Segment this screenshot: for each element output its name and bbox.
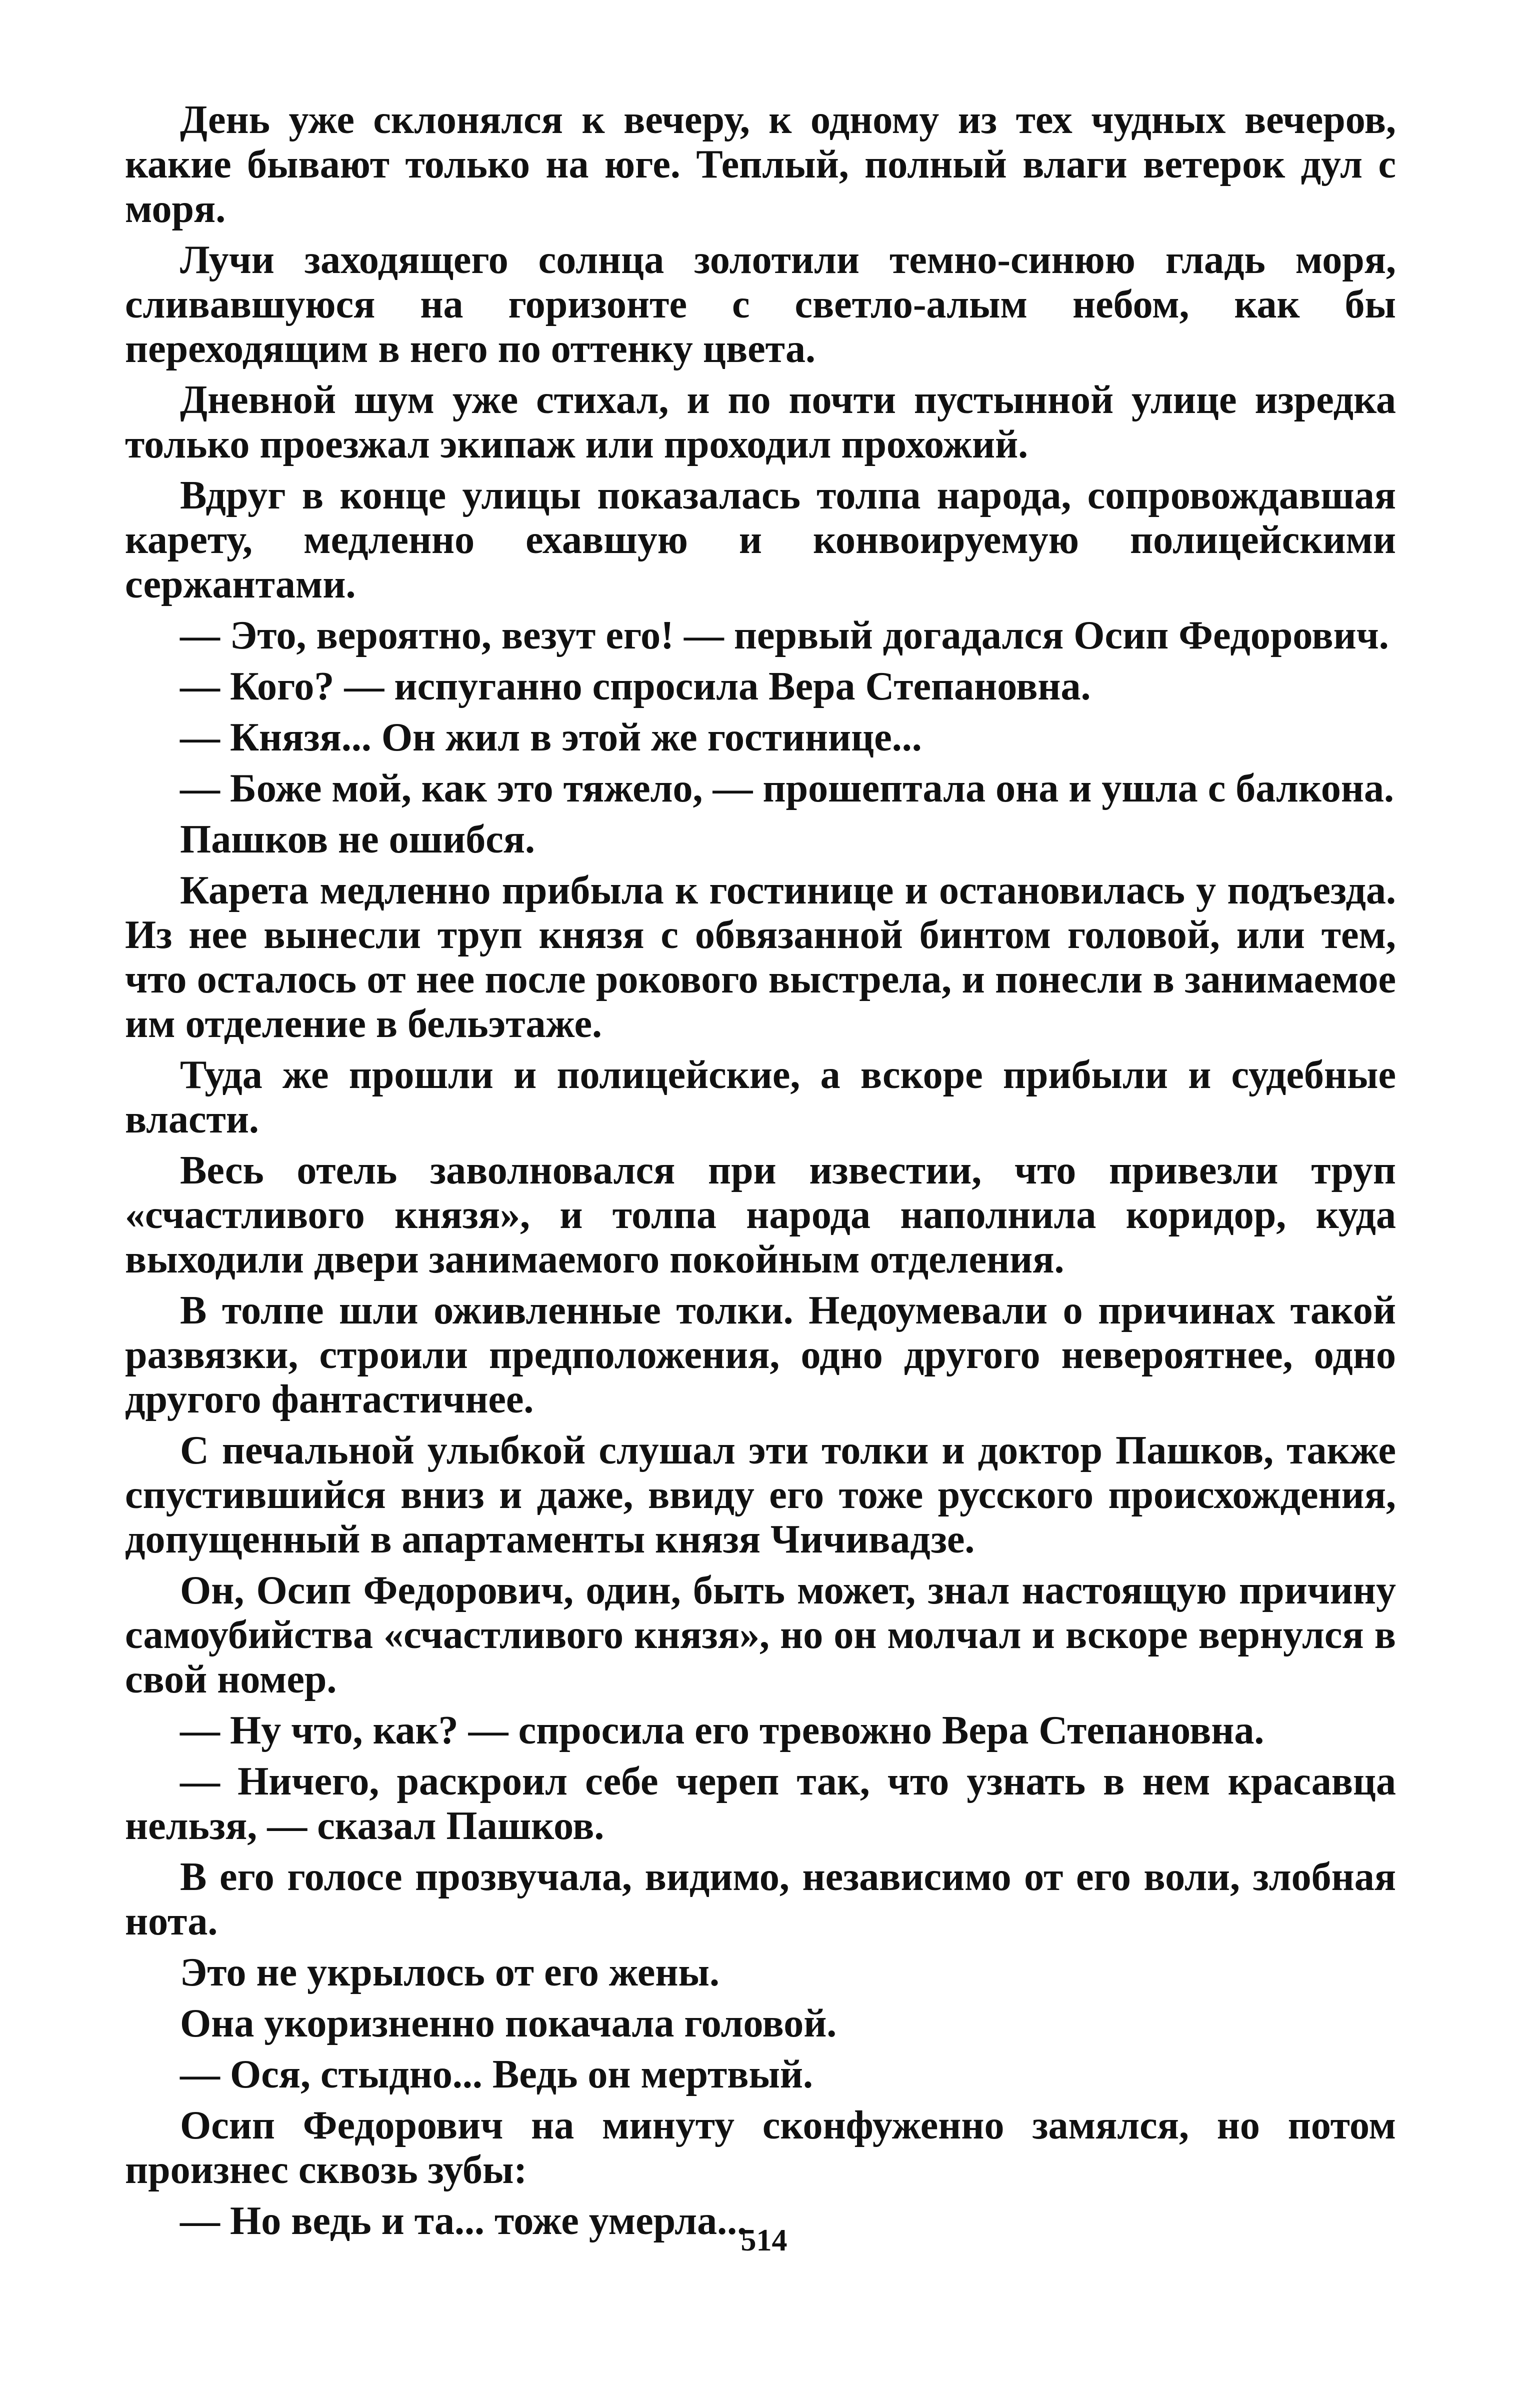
paragraph: Осип Федорович на минуту сконфуженно замялся, но потом произнес сквозь зубы: <box>125 2104 1396 2192</box>
paragraph: Весь отель заволновался при известии, что привезли труп «счастливого князя», и толпа народа наполнила коридор, куда выходили двери занимаемого покойным отделения. <box>125 1148 1396 1282</box>
paragraph: — Ничего, раскроил себе череп так, что узнать в нем красавца нельзя, — сказал Пашков. <box>125 1760 1396 1848</box>
paragraph: — Это, вероятно, везут его! — первый догадался Осип Федорович. <box>180 614 1389 658</box>
paragraph: В толпе шли оживленные толки. Недоумевали о причинах такой развязки, строили предположения, одно другого невероятнее, одно другого фантастичнее. <box>125 1288 1396 1422</box>
paragraph: — Ося, стыдно... Ведь он мертвый. <box>180 2052 814 2096</box>
paragraph: Пашков не ошибся. <box>180 818 536 862</box>
paragraph: Вдруг в конце улицы показалась толпа народа, сопровождавшая карету, медленно ехавшую и конвоируемую полицейскими сержантами. <box>125 474 1396 606</box>
paragraph: — Боже мой, как это тяжело, — прошептала она и ушла с балкона. <box>180 766 1394 810</box>
paragraph: Она укоризненно покачала головой. <box>180 2002 837 2046</box>
paragraph: Карета медленно прибыла к гостинице и остановилась у подъезда. Из нее вынесли труп князя с обвязанной бинтом головой, или тем, что осталось от нее после рокового выстрела, и понесли в занимаемое им отделение в бельэтаже. <box>125 868 1396 1046</box>
paragraph: — Ну что, как? — спросила его тревожно Вера Степановна. <box>180 1708 1264 1752</box>
paragraph: Лучи заходящего солнца золотили темно-синюю гладь моря, сливавшуюся на горизонте с светло-алым небом, как бы переходящим в него по оттенку цвета. <box>125 238 1396 371</box>
paragraph: — Но ведь и та... тоже умерла... <box>180 2199 748 2243</box>
main-text <box>125 98 1396 2250</box>
paragraph: Он, Осип Федорович, один, быть может, знал настоящую причину самоубийства «счастливого князя», но он молчал и вскоре вернулся в свой номер. <box>125 1568 1396 1702</box>
paragraph: — Кого? — испуганно спросила Вера Степановна. <box>180 664 1091 708</box>
page-number: 514 <box>740 2224 788 2258</box>
paragraph: День уже склонялся к вечеру, к одному из тех чудных вечеров, какие бывают только на юге. Теплый, полный влаги ветерок дул с моря. <box>125 98 1396 231</box>
paragraph: Туда же прошли и полицейские, а вскоре прибыли и судебные власти. <box>125 1053 1396 1142</box>
paragraph: Дневной шум уже стихал, и по почти пустынной улице изредка только проезжал экипаж или проходил прохожий. <box>125 378 1396 466</box>
paragraph: Это не укрылось от его жены. <box>180 1950 720 1994</box>
paragraph: — Князя... Он жил в этой же гостинице... <box>180 716 922 760</box>
paragraph: С печальной улыбкой слушал эти толки и доктор Пашков, также спустившийся вниз и даже, ввиду его тоже русского происхождения, допущенный в апартаменты князя Чичивадзе. <box>125 1428 1396 1562</box>
paragraph: В его голосе прозвучала, видимо, независимо от его воли, злобная нота. <box>125 1855 1396 1944</box>
